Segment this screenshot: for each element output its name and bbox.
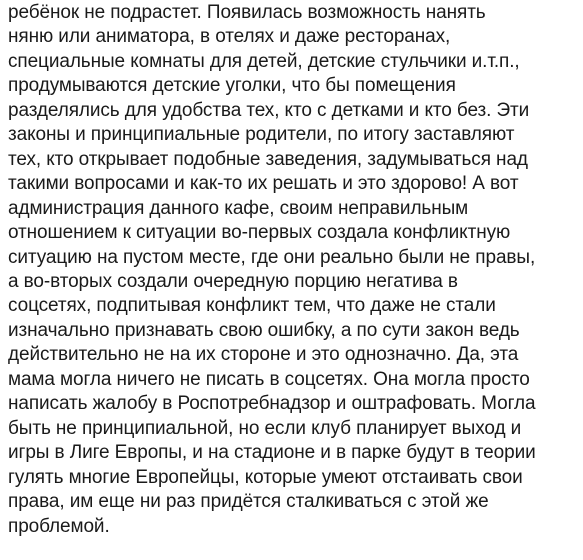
post-text-line: няню или аниматора, в отелях и даже ресторанах, bbox=[8, 26, 451, 48]
post-text-line: тех, кто открывает подобные заведения, задумываться над bbox=[8, 148, 528, 170]
post-text-line: соцсетях, подпитывая конфликт тем, что даже не стали bbox=[8, 295, 496, 317]
post-text-line: проблемой. bbox=[8, 515, 110, 537]
post-text-line: ситуацию на пустом месте, где они реально были не правы, bbox=[8, 246, 536, 268]
post-text-line: такими вопросами и как-то их решать и это здорово! А вот bbox=[8, 173, 519, 195]
post-text-line: игры в Лиге Европы, и на стадионе и в парке будут в теории bbox=[8, 442, 536, 464]
post-text-line: а во-вторых создали очередную порцию негатива в bbox=[8, 270, 458, 292]
post-text-line: гулять многие Европейцы, которые умеют отстаивать свои bbox=[8, 466, 523, 488]
post-text-line: администрация данного кафе, своим неправильным bbox=[8, 197, 469, 219]
post-text-line: мама могла ничего не писать в соцсетях. Она могла просто bbox=[8, 368, 530, 390]
post-text-line: законы и принципиальные родители, по итогу заставляют bbox=[8, 124, 515, 146]
post-text-line: изначально признавать свою ошибку, а по сути закон ведь bbox=[8, 319, 520, 341]
post-text-line: ребёнок не подрастет. Появилась возможность нанять bbox=[8, 2, 486, 23]
post-text-line: действительно не на их стороне и это однозначно. Да, эта bbox=[8, 344, 519, 366]
post-text-line: специальные комнаты для детей, детские стульчики и.т.п., bbox=[8, 50, 520, 72]
post-text-line: быть не принципиальной, но если клуб планирует выход и bbox=[8, 417, 522, 439]
post-text-line: права, им еще ни раз придётся сталкиваться с этой же bbox=[8, 491, 489, 513]
post-text-line: продумываются детские уголки, что бы помещения bbox=[8, 75, 456, 97]
post-text-line: написать жалобу в Роспотребнадзор и оштрафовать. Могла bbox=[8, 393, 536, 415]
post-text-line: отношением к ситуации во-первых создала конфликтную bbox=[8, 222, 511, 244]
post-text-line: разделялись для удобства тех, кто с детками и кто без. Эти bbox=[8, 99, 530, 121]
